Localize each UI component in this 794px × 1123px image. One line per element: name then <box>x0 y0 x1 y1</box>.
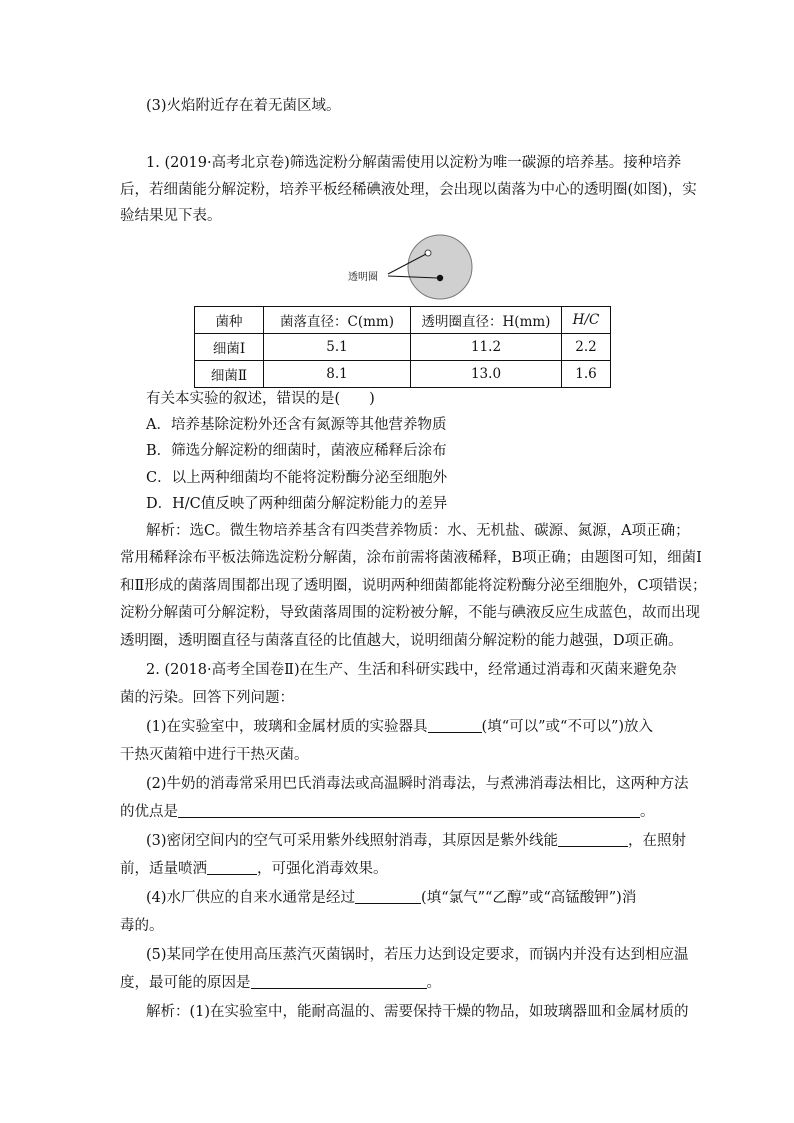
table-cell: 细菌Ⅱ <box>195 361 264 388</box>
answer-blank-4[interactable] <box>207 859 257 875</box>
q2-p3-text: (3)密闭空间内的空气可采用紫外线照射消毒，其原因是紫外线能 <box>146 833 559 849</box>
q2-stem-line: 2. (2018·高考全国卷Ⅱ)在生产、生活和科研实践中，经常通过消毒和灭菌来避免杂 <box>146 662 677 678</box>
q2-p3-text: ，可强化消毒效果。 <box>257 861 388 877</box>
q1-stem-line: 1. (2019·高考北京卷)筛选淀粉分解菌需使用以淀粉为唯一碳源的培养基。接种培养 <box>146 155 682 171</box>
q2-part-5 <box>120 973 441 993</box>
table-cell: 2.2 <box>562 334 611 361</box>
q2-p1-text: (1)在实验室中，玻璃和金属材质的实验器具 <box>146 719 428 735</box>
petri-dish-circle <box>408 235 472 299</box>
q1-analysis-line: 淀粉分解菌可分解淀粉，导致菌落周围的淀粉被分解，不能与碘液反应生成蓝色，故而出现 <box>120 605 700 621</box>
q2-p2-text: 的优点是 <box>120 804 178 820</box>
table-cell: 11.2 <box>411 334 562 361</box>
q2-p1-text: 干热灭菌箱中进行干热灭菌。 <box>120 747 309 763</box>
q2-part-3b <box>120 859 388 879</box>
answer-blank-6[interactable] <box>251 973 427 989</box>
q2-p2-text: 。 <box>640 804 655 820</box>
table-cell: 8.1 <box>264 361 411 388</box>
answer-blank-2[interactable] <box>178 802 640 818</box>
table-row <box>195 334 611 361</box>
table-cell: 13.0 <box>411 361 562 388</box>
answer-blank-3[interactable] <box>558 831 628 847</box>
table-header: 透明圈直径：H(mm) <box>411 307 562 334</box>
q2-stem-line: 菌的污染。回答下列问题： <box>120 690 294 706</box>
q1-stem-line: 后，若细菌能分解淀粉，培养平板经稀碘液处理，会出现以菌落为中心的透明圈(如图)，实 <box>120 182 697 198</box>
q1-analysis-line: 解析：选C。微生物培养基含有四类营养物质：水、无机盐、碳源、氮源，A项正确； <box>146 523 690 539</box>
q2-p3-text: 前，适量喷洒 <box>120 861 207 877</box>
option-a: A．培养基除淀粉外还含有氮源等其他营养物质 <box>146 417 447 433</box>
results-table <box>194 306 611 388</box>
q1-analysis-line: 常用稀释涂布平板法筛选淀粉分解菌，涂布前需将菌液稀释，B项正确；由题图可知，细菌Ⅰ <box>120 550 702 566</box>
colony-dot-1 <box>425 250 431 256</box>
q2-part-3a <box>146 831 686 851</box>
q1-stem-line: 验结果见下表。 <box>120 208 222 224</box>
option-b: B．筛选分解淀粉的细菌时，菌液应稀释后涂布 <box>146 443 447 459</box>
q2-analysis: 解析：(1)在实验室中，能耐高温的、需要保持干燥的物品，如玻璃器皿和金属材质的 <box>146 1004 689 1020</box>
table-row <box>195 361 611 388</box>
answer-blank-1[interactable] <box>428 717 482 733</box>
figure-label: 透明圈 <box>348 272 378 283</box>
q2-p1-text: (填“可以”或“不可以”)放入 <box>481 719 654 735</box>
colony-figure <box>340 232 480 302</box>
q2-p5-text: 度，最可能的原因是 <box>120 975 251 991</box>
answer-blank-5[interactable] <box>355 888 421 904</box>
table-header: 菌落直径：C(mm) <box>264 307 411 334</box>
q1-analysis-line: 和Ⅱ形成的菌落周围都出现了透明圈，说明两种细菌都能将淀粉酶分泌至细胞外，C项错误； <box>120 578 707 594</box>
table-cell: 细菌Ⅰ <box>195 334 264 361</box>
q2-part-2 <box>120 802 655 822</box>
table-header-row <box>195 307 611 334</box>
option-d: D．H/C值反映了两种细菌分解淀粉能力的差异 <box>146 496 448 512</box>
option-c: C．以上两种细菌均不能将淀粉酶分泌至细胞外 <box>146 470 448 486</box>
q2-p2-text: (2)牛奶的消毒常采用巴氏消毒法或高温瞬时消毒法，与煮沸消毒法相比，这两种方法 <box>146 776 689 792</box>
table-header: H/C <box>562 307 611 334</box>
top-note: (3)火焰附近存在着无菌区域。 <box>146 98 341 114</box>
table-cell: 1.6 <box>562 361 611 388</box>
q2-p4-text: (4)水厂供应的自来水通常是经过 <box>146 890 356 906</box>
q2-p4-text: 毒的。 <box>120 918 164 934</box>
q2-p5-text: (5)某同学在使用高压蒸汽灭菌锅时，若压力达到设定要求，而锅内并没有达到相应温 <box>146 947 689 963</box>
q1-analysis-line: 透明圈，透明圈直径与菌落直径的比值越大，说明细菌分解淀粉的能力越强，D项正确。 <box>120 633 683 649</box>
table-cell: 5.1 <box>264 334 411 361</box>
q2-p5-text: 。 <box>426 975 441 991</box>
table-header: 菌种 <box>195 307 264 334</box>
q2-part-1 <box>146 717 653 737</box>
q2-part-4 <box>146 888 636 908</box>
q2-p3-text: ，在照射 <box>628 833 687 849</box>
q2-p4-text: (填“氯气”“乙醇”或“高锰酸钾”)消 <box>421 890 637 906</box>
q1-question: 有关本实验的叙述，错误的是( ) <box>146 391 375 407</box>
